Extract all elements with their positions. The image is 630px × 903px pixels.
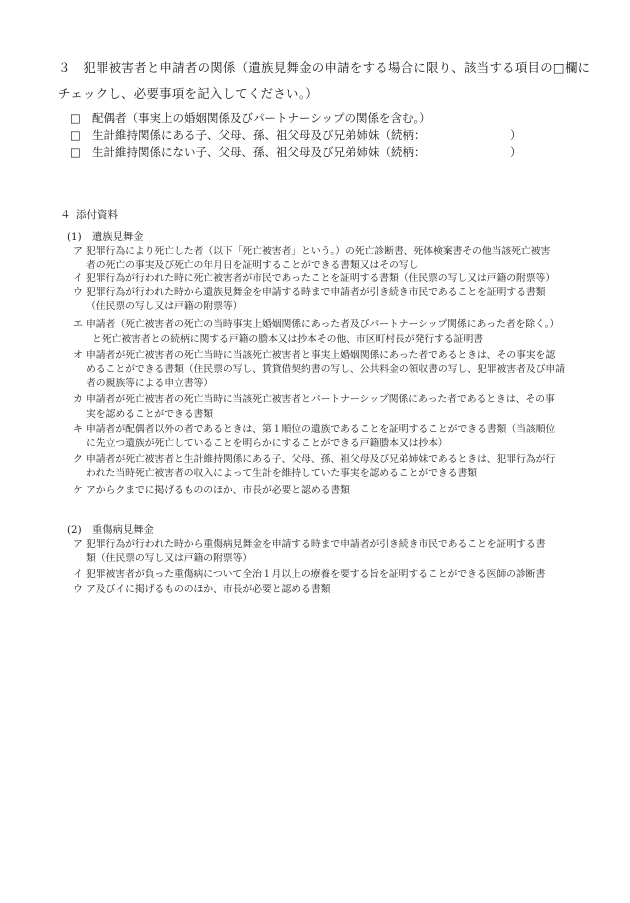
item-text: 申請者（死亡被害者の死亡の当時事実上婚姻関係にあった者及びパートナーシップ関係にあった者を除く。） — [86, 319, 560, 330]
relationship-field-close: ） — [510, 145, 522, 159]
item-text: 申請者が死亡被害者の死亡当時に当該死亡被害者とパートナーシップ関係にあった者であるときは、その事 — [86, 394, 555, 405]
option-label: 生計維持関係にない子、父母、孫、祖父母及び兄弟姉妹（続柄： — [92, 145, 426, 159]
list-item — [73, 243, 550, 257]
subsection1-heading: 遺族見舞金 — [92, 231, 144, 243]
item-text: 申請者が配偶者以外の者であるときは、第１順位の遺族であることを証明することができる書類（当該順位 — [86, 424, 556, 435]
relation-option-dependent[interactable] — [70, 127, 522, 143]
item-text-continued: （住民票の写し又は戸籍の附票等） — [86, 301, 243, 312]
item-marker: ケ — [73, 485, 83, 496]
item-text: 申請者が死亡被害者の死亡当時に当該死亡被害者と事実上婚姻関係にあった者であるときは、その事実を認 — [86, 350, 556, 361]
item-text-continued: に先立つ遺族が死亡していることを明らかにすることができる戸籍謄本又は抄本） — [86, 438, 448, 449]
item-marker: カ — [73, 394, 83, 405]
list-item — [73, 284, 545, 298]
item-text: 犯罪行為により死亡した者（以下「死亡被害者」という。）の死亡診断書、死体検案書その他当該死亡被害 — [86, 246, 551, 257]
item-marker: エ — [73, 319, 83, 330]
list-item — [73, 270, 555, 284]
list-item — [73, 421, 555, 435]
item-text: 犯罪被害者が負った重傷病について全治１月以上の療養を要する旨を証明することができる医師の診断書 — [86, 569, 546, 580]
item-text: 犯罪行為が行われた時に死亡被害者が市民であったことを証明する書類（住民票の写し又は戸籍の附票等） — [86, 273, 556, 284]
item-text-continued: われた当時死亡被害者の収入によって生計を維持していた事実を認めることができる書類 — [86, 468, 478, 479]
section4-number: ４ — [60, 209, 71, 221]
item-marker: イ — [73, 273, 83, 284]
item-text: ア及びイに掲げるもののほか、市長が必要と認める書類 — [86, 584, 331, 595]
checkbox[interactable]: □ — [70, 128, 81, 142]
item-marker: キ — [73, 424, 83, 435]
item-text-continued: 者の死亡の事実及び死亡の年月日を証明することができる書類又はその写し — [86, 260, 419, 271]
item-text-continued: 実を認めることができる書類 — [86, 409, 214, 420]
subsection1-number: (1) — [67, 231, 82, 243]
item-marker: オ — [73, 350, 83, 361]
section4-heading: 添付資料 — [76, 209, 118, 221]
item-text-continued: と死亡被害者との続柄に関する戸籍の謄本又は抄本その他、市区町村長が発行する証明書 — [92, 334, 484, 345]
item-text-continued: 者の親族等による申立書等） — [86, 378, 214, 389]
relation-option-spouse[interactable] — [70, 110, 431, 126]
option-label: 生計維持関係にある子、父母、孫、祖父母及び兄弟姉妹（続柄： — [92, 128, 426, 142]
item-marker: イ — [73, 569, 83, 580]
relationship-field-close: ） — [510, 128, 522, 142]
item-marker: ウ — [73, 584, 83, 595]
item-text: 犯罪行為が行われた時から遺族見舞金を申請する時まで申請者が引き続き市民であることを証明する書類 — [86, 287, 546, 298]
item-text-continued: 類（住民票の写し又は戸籍の附票等） — [86, 553, 253, 564]
item-text: アからクまでに掲げるもののほか、市長が必要と認める書類 — [86, 485, 350, 496]
option-label: 配偶者（事実上の婚姻関係及びパートナーシップの関係を含む。） — [92, 111, 431, 125]
subsection1-title — [67, 228, 143, 243]
list-item — [73, 347, 555, 361]
subsection2-title — [67, 521, 154, 536]
subsection2-number: (2) — [67, 524, 82, 536]
item-marker: ア — [73, 246, 83, 257]
item-text: 犯罪行為が行われた時から重傷病見舞金を申請する時まで申請者が引き続き市民であることを証明する書 — [86, 539, 546, 550]
list-item — [73, 316, 559, 330]
list-item — [73, 451, 555, 465]
subsection2-heading: 重傷病見舞金 — [92, 524, 154, 536]
relation-option-non-dependent[interactable] — [70, 144, 522, 160]
list-item — [73, 391, 555, 405]
item-text: 申請者が死亡被害者と生計維持関係にある子、父母、孫、祖父母及び兄弟姉妹であるときは、犯罪行為が行 — [86, 454, 556, 465]
list-item — [73, 536, 545, 550]
checkbox[interactable]: □ — [70, 145, 81, 159]
section3-title-continued: チェックし、必要事項を記入してください。） — [58, 86, 318, 101]
item-marker: ク — [73, 454, 83, 465]
item-text-continued: めることができる書類（住民票の写し、賃貸借契約書の写し、公共料金の領収書の写し、犯罪被害者及び申請 — [86, 364, 565, 375]
list-item — [73, 566, 545, 580]
item-marker: ウ — [73, 287, 83, 298]
checkbox[interactable]: □ — [70, 111, 81, 125]
list-item — [73, 581, 330, 595]
item-marker: ア — [73, 539, 83, 550]
list-item — [73, 482, 350, 496]
section3-title: ３ 犯罪被害者と申請者の関係（遺族見舞金の申請をする場合に限り、該当する項目の□欄に — [58, 60, 591, 75]
section4-title — [60, 207, 118, 222]
